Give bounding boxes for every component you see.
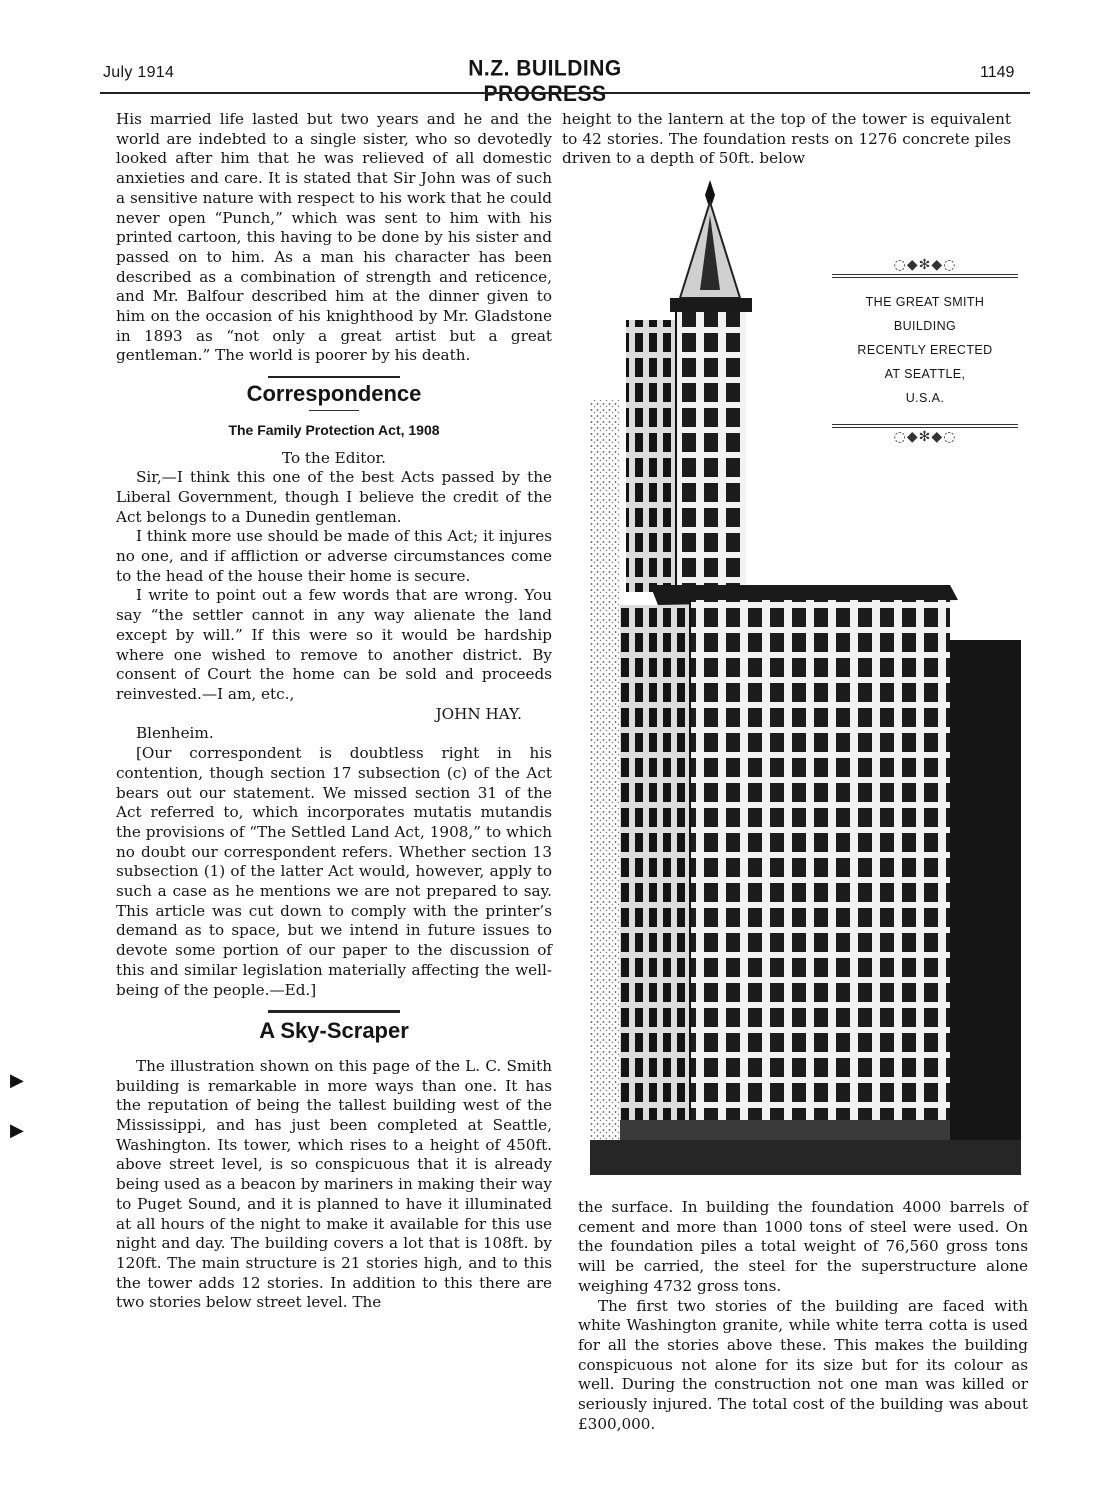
section-divider	[268, 1010, 400, 1013]
page-number: 1149	[980, 64, 1015, 81]
header-rule	[100, 92, 1030, 94]
skyscraper-paragraph: The illustration shown on this page of the L. C. Smith building is remarkable in more ways than one. It has the reputation of being the tallest building west of the Mississippi, and has just been completed at Seattle, Washington. Its tower, which rises to a height of 450ft. above street level, is so conspicuous that it is already being used as a beacon by mariners in making their way to Puget Sound, and it is planned to have it illuminated at all hours of the night to make it available for this use night and day. The building covers a lot that is 108ft. by 120ft. The main structure is 21 stories high, and to this the tower adds 12 stories. In addition to this there are two stories below street level. The	[116, 1056, 552, 1312]
construction-paragraph: The first two stories of the building are faced with white Washington granite, while white terra cotta is used for all the stories above these. This makes the building conspicuous not alone for its size but for its colour as well. During the construction not one man was killed or seriously injured. The total cost of the building was about £300,000.	[578, 1296, 1028, 1433]
caption-line: AT SEATTLE,	[884, 367, 966, 381]
skyscraper-heading: A Sky-Scraper	[259, 1018, 409, 1044]
caption-rule	[832, 427, 1018, 428]
ornament-top-icon: ◌◆✻◆◌	[893, 257, 957, 273]
letter-location: Blenheim.	[136, 724, 214, 743]
right-column-bottom	[578, 1198, 1028, 1434]
correspondence-subheading: The Family Protection Act, 1908	[228, 421, 440, 438]
caption-rule	[832, 274, 1018, 275]
short-divider	[309, 410, 359, 411]
caption-line: RECENTLY ERECTED	[857, 343, 993, 357]
margin-arrow-icon: ▶	[10, 1120, 24, 1141]
publication-title: N.Z. BUILDING PROGRESS	[468, 56, 622, 107]
photo-caption	[832, 258, 1018, 444]
caption-line: U.S.A.	[905, 391, 945, 405]
letter-salutation: To the Editor.	[282, 448, 386, 467]
correspondence-heading: Correspondence	[246, 381, 422, 407]
left-column	[116, 110, 552, 1313]
section-divider	[268, 376, 400, 378]
skyscraper-continued-paragraph: height to the lantern at the top of the tower is equivalent to 42 stories. The foundation rests on 1276 concrete piles driven to a depth of 50ft. below	[562, 110, 1011, 168]
editor-note: [Our correspondent is doubtless right in his contention, though section 17 subsection (c) of the Act bears out our statement. We missed section 31 of the Act referred to, which incorporates mutatis mutandis the provisions of “The Settled Land Act, 1908,” to which no doubt our correspondent refers. Whether section 13 subsection (1) of the latter Act would, however, apply to such a case as he mentions we are not prepared to say. This article was cut down to comply with the printer’s demand as to space, but we intend in future issues to devote some portion of our paper to the discussion of this and similar legislation materially affecting the well-being of the people.—Ed.]	[116, 744, 552, 999]
caption-rule	[832, 424, 1018, 425]
ornament-bottom-icon: ◌◆✻◆◌	[893, 429, 957, 445]
margin-arrow-icon: ▶	[10, 1070, 24, 1091]
right-column-top	[562, 110, 1011, 169]
letter-signature: JOHN HAY.	[435, 704, 522, 723]
caption-line: THE GREAT SMITH	[865, 295, 985, 309]
issue-date: July 1914	[103, 64, 175, 81]
caption-rule	[832, 277, 1018, 278]
letter-paragraph: I think more use should be made of this Act; it injures no one, and if affliction or adverse circumstances come to the head of the house their home is secure.	[116, 527, 552, 585]
letter-paragraph: Sir,—I think this one of the best Acts passed by the Liberal Government, though I believe the credit of the Act belongs to a Dunedin gentleman.	[116, 468, 552, 526]
foundation-paragraph: the surface. In building the foundation 4000 barrels of cement and more than 1000 tons of steel were used. On the foundation piles a total weight of 76,560 gross tons will be carried, the steel for the superstructure alone weighing 4732 gross tons.	[578, 1198, 1028, 1295]
letter-paragraph: I write to point out a few words that are wrong. You say “the settler cannot in any way alienate the land except by will.” If this were so it would be hardship where one wished to remove to another district. By consent of Court the home can be sold and proceeds reinvested.—I am, etc.,	[116, 586, 552, 703]
obituary-closing-paragraph: His married life lasted but two years and he and the world are indebted to a single sister, who so devotedly looked after him that he was relieved of all domestic anxieties and care. It is stated that Sir John was of such a sensitive nature with respect to his work that he could never open “Punch,” which was sent to him with his printed cartoon, this having to be done by his sister and passed on to him. As a man his character has been described as a combination of strength and reticence, and Mr. Balfour described him at the dinner given to him on the occasion of his knighthood by Mr. Gladstone in 1893 as “not only a great artist but a great gentleman.” The world is poorer by his death.	[116, 110, 552, 365]
caption-line: BUILDING	[893, 319, 957, 333]
